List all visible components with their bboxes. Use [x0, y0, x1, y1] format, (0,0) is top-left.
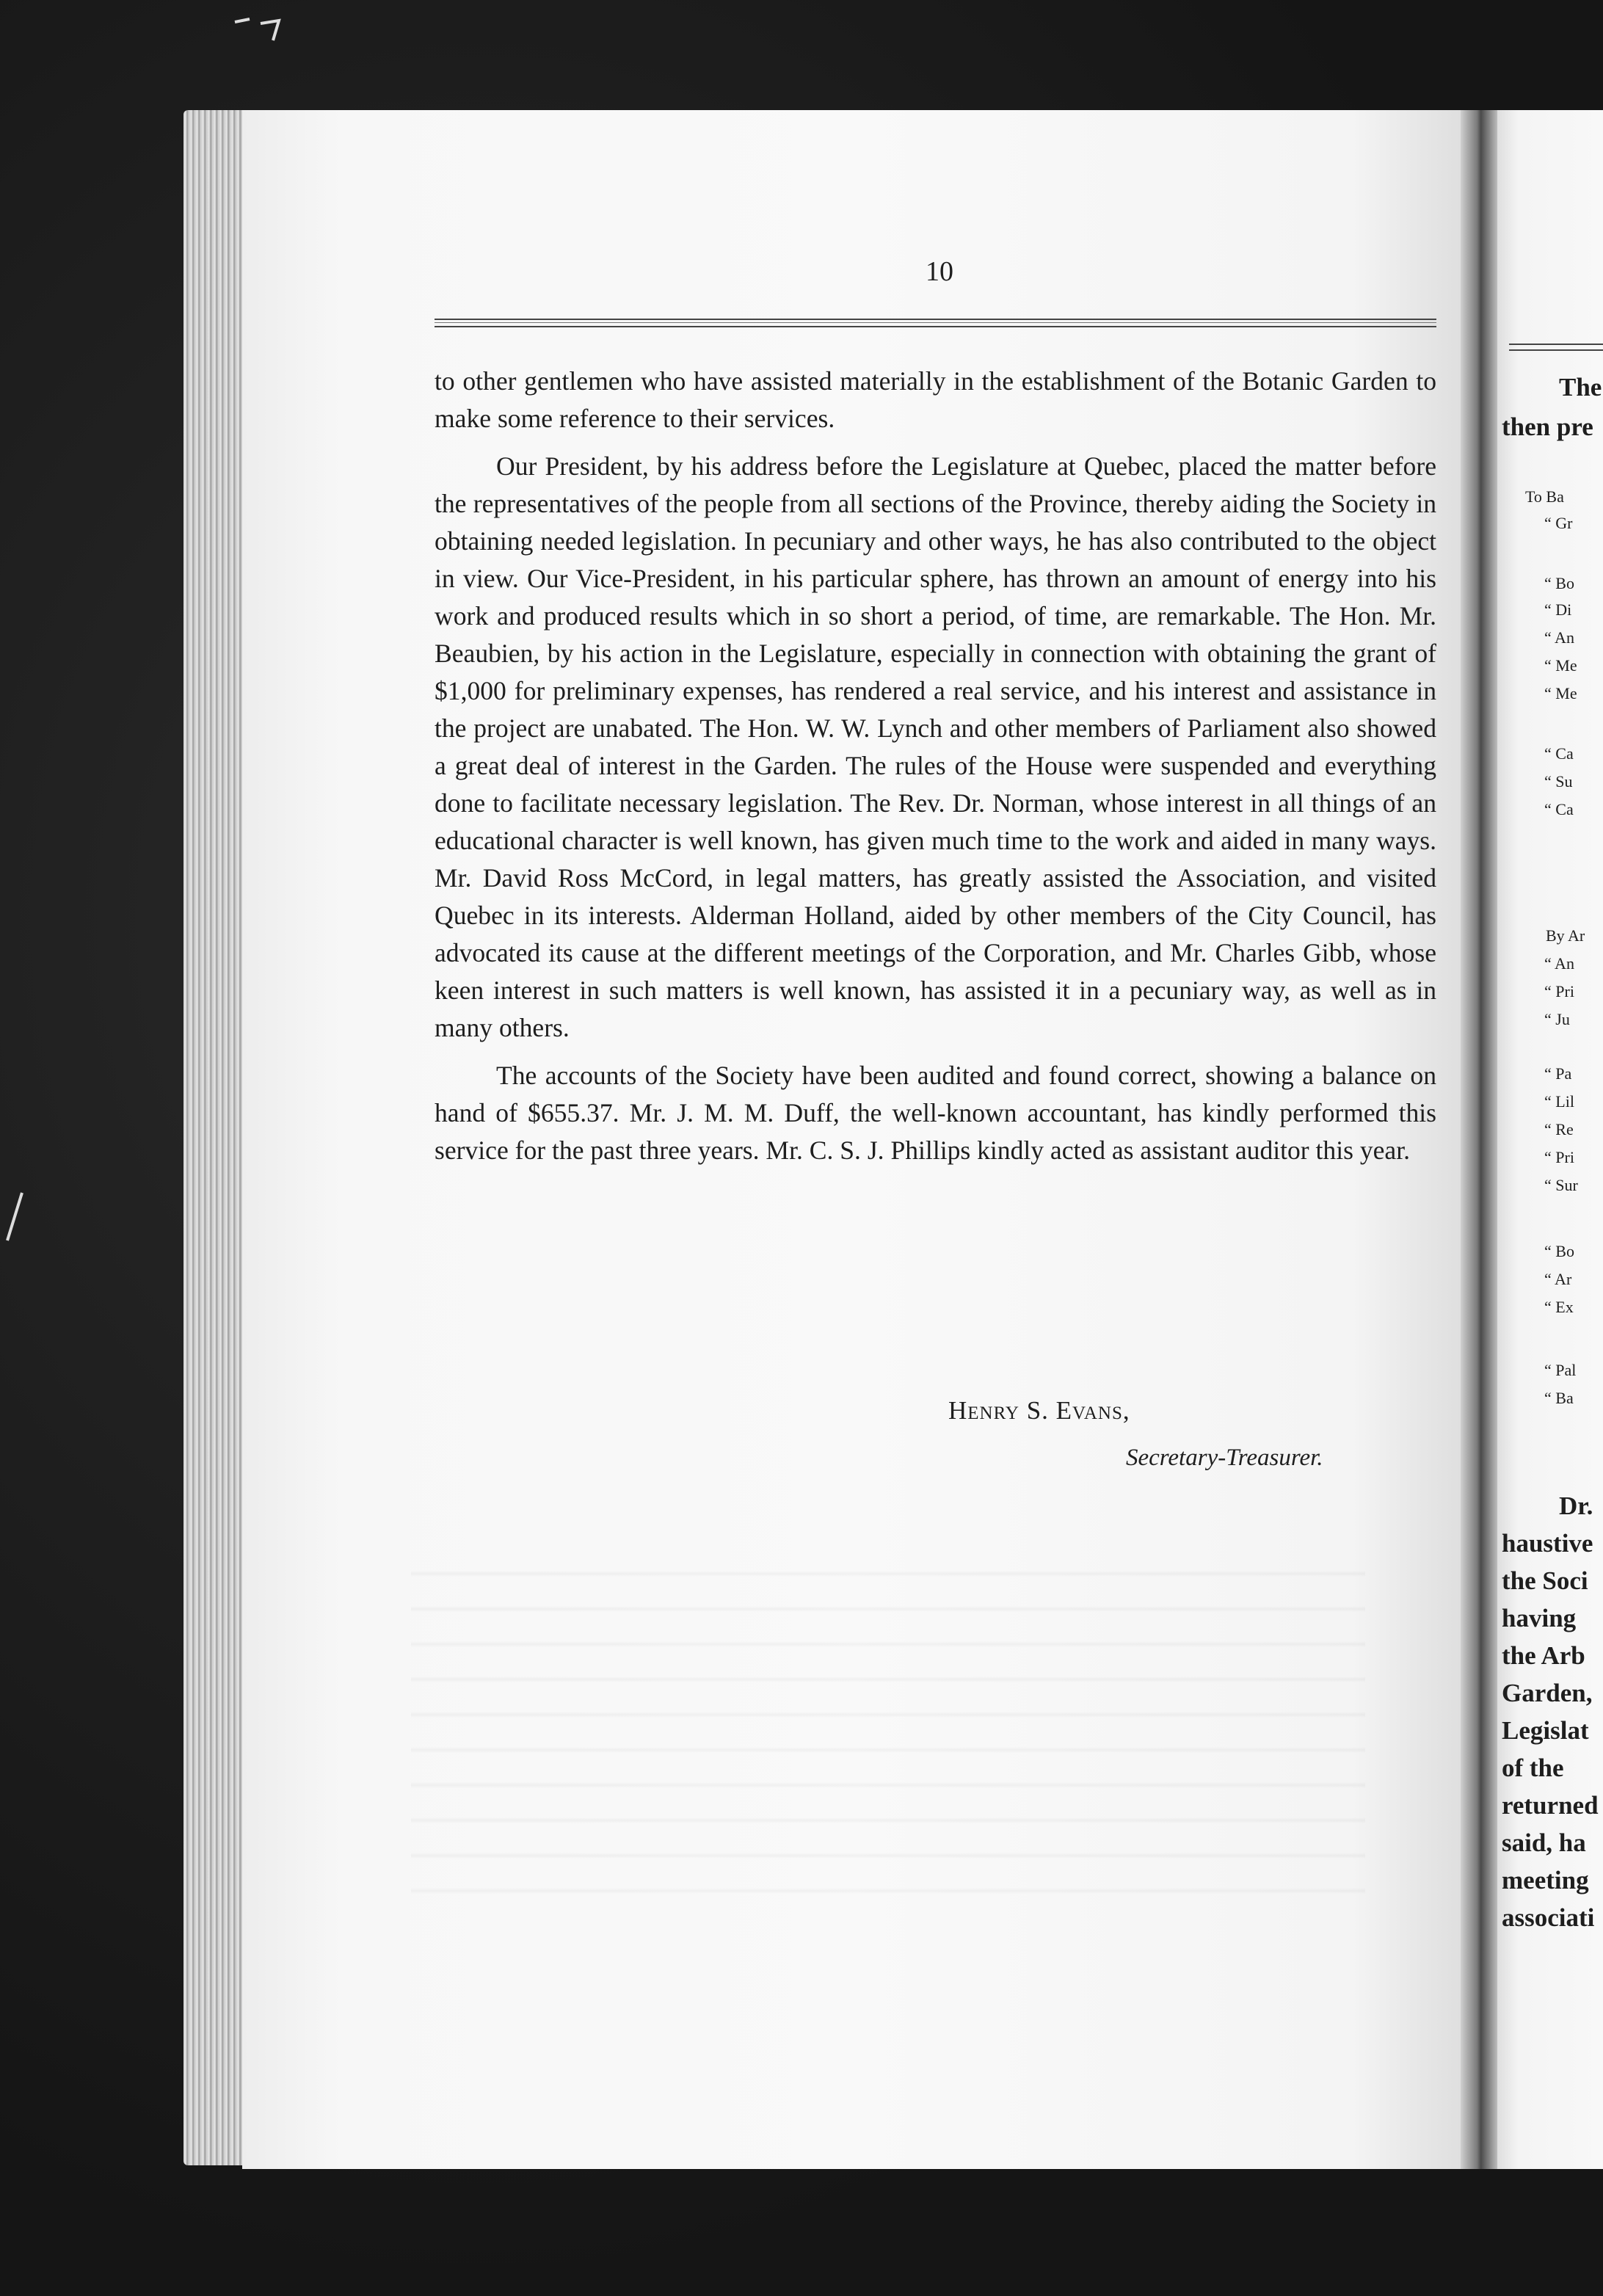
right-by-item: “ Lil: [1544, 1092, 1574, 1111]
right-closing-line: the Arb: [1502, 1641, 1585, 1670]
right-to-item: “ Ca: [1544, 744, 1574, 763]
right-by-item: “ Sur: [1544, 1176, 1578, 1194]
right-to-heading: To Ba: [1525, 487, 1564, 506]
right-by-item: “ Re: [1544, 1120, 1574, 1138]
right-by-item: “ Ar: [1544, 1270, 1572, 1288]
right-closing-line: the Soci: [1502, 1566, 1588, 1595]
scan-mark-top: [220, 7, 308, 44]
right-to-item: “ Gr: [1544, 514, 1573, 532]
right-by-heading: By Ar: [1546, 926, 1585, 945]
right-by-item: “ Ba: [1544, 1389, 1574, 1407]
right-by-item: “ Ju: [1544, 1010, 1570, 1028]
right-by-item: “ Pri: [1544, 982, 1574, 1000]
right-page-rule: [1509, 344, 1603, 351]
right-to-item: “ Ca: [1544, 800, 1574, 818]
right-closing-line: haustive: [1502, 1529, 1593, 1558]
right-to-item: “ Bo: [1544, 574, 1574, 592]
right-intro-line: The: [1559, 373, 1602, 402]
right-to-item: “ Me: [1544, 656, 1577, 675]
header-rule: [435, 319, 1436, 327]
right-by-item: “ An: [1544, 954, 1574, 973]
right-closing-line: Garden,: [1502, 1679, 1593, 1707]
paragraph: Our President, by his address before the Legislature at Quebec, placed the matter before the representatives of the people from all sections of the Province, thereby aiding the Society in obtaining needed legislation. In pecuniary and other ways, he has also contributed to the object in view. Our Vice-President, in his particular sphere, has thrown an amount of energy into his work and produced results which in so short a period, of time, are remarkable. The Hon. Mr. Beaubien, by his action in the Legislature, especially in connection with obtaining the grant of $1,000 for preliminary expenses, has rendered a real service, and his interest and assistance in the project are unabated. The Hon. W. W. Lynch and other members of Parliament also showed a great deal of interest in the Garden. The rules of the House were suspended and everything done to facilitate necessary legislation. The Rev. Dr. Norman, whose interest in all things of an educational character is well known, has given much time to the work and aided in many ways. Mr. David Ross McCord, in legal matters, has greatly assisted the Association, and visited Quebec in its interests. Alderman Holland, aided by other members of the City Council, has advocated its cause at the different meetings of the Corporation, and Mr. Charles Gibb, whose keen interest in such matters is well known, has assisted it in a pecuniary way, as well as in many others.: [435, 451, 1436, 1042]
right-to-item: “ An: [1544, 628, 1574, 647]
right-closing-line: said, ha: [1502, 1828, 1586, 1857]
right-closing-line: associati: [1502, 1903, 1595, 1932]
right-by-item: “ Bo: [1544, 1242, 1574, 1260]
scan-mark-left: [0, 1189, 29, 1248]
page-number: 10: [926, 256, 953, 287]
right-to-item: “ Su: [1544, 772, 1573, 791]
right-closing-line: Legislat: [1502, 1716, 1589, 1745]
signature-role: Secretary-Treasurer.: [1126, 1445, 1323, 1471]
page-edges: [183, 110, 250, 2165]
body-text: [435, 363, 1436, 1180]
right-closing-line: Dr.: [1559, 1492, 1593, 1520]
right-closing-line: meeting: [1502, 1866, 1589, 1894]
right-by-item: “ Pa: [1544, 1064, 1572, 1083]
right-by-item: “ Ex: [1544, 1298, 1574, 1316]
book-gutter: [1461, 110, 1497, 2169]
right-closing-line: having: [1502, 1604, 1577, 1632]
right-to-item: “ Di: [1544, 600, 1572, 619]
right-closing-line: of the: [1502, 1754, 1564, 1782]
bleed-through: [411, 1541, 1365, 1923]
right-intro-line: then pre: [1502, 413, 1593, 441]
paragraph: The accounts of the Society have been audited and found correct, showing a balance on hand of $655.37. Mr. J. M. M. Duff, the well-known accountant, has kindly performed this service for the past three years. Mr. C. S. J. Phillips kindly acted as assistant auditor this year.: [435, 1061, 1436, 1165]
right-to-item: “ Me: [1544, 684, 1577, 702]
right-closing-line: returned: [1502, 1791, 1599, 1820]
right-by-item: “ Pri: [1544, 1148, 1574, 1166]
right-by-item: “ Pal: [1544, 1361, 1577, 1379]
signature-name: Henry S. Evans,: [948, 1396, 1130, 1425]
paragraph: to other gentlemen who have assisted materially in the establishment of the Botanic Garden to make some reference to their services.: [435, 366, 1436, 433]
